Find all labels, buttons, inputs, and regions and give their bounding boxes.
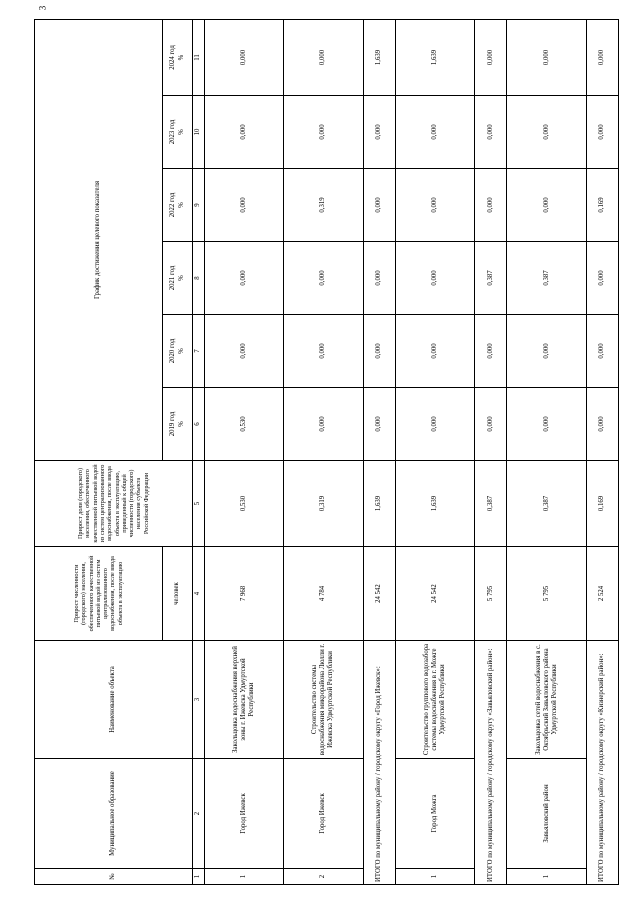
year-value-cell: 0,000 — [205, 19, 284, 95]
column-number: 2 — [193, 759, 205, 869]
header-growth-share: Прирост доли (городского) населения, обеспеченного качественной питьевой водой из систем централизованного водоснабжения, после ввода объекта в эксплуатацию, приведенный к общей численности (городского) населения субъекта Российской Федерации — [35, 461, 193, 547]
header-year: 2019 год % — [163, 388, 193, 461]
column-number: 4 — [193, 547, 205, 641]
year-value-cell: 0,000 — [205, 242, 284, 315]
year-value-cell: 0,000 — [586, 19, 618, 95]
object-name-cell: Строительство группового водозабора системы водоснабжения в г. Можге Удмуртской Республики — [395, 641, 474, 759]
year-value-cell: 0,000 — [507, 388, 586, 461]
table-row — [284, 19, 363, 884]
people-cell: 4 784 — [284, 547, 363, 641]
year-value-cell: 0,000 — [586, 388, 618, 461]
column-number: 3 — [193, 641, 205, 759]
total-row — [586, 19, 618, 884]
object-name-cell: Закольцовка водоснабжения верхней зоны г. Ижевска Удмуртской Республики — [205, 641, 284, 759]
municipality-cell: Завьяловский район — [507, 759, 586, 869]
header-growth-people: Прирост численности (городского) населения, обеспеченного качественной питьевой водой из систем централизованного водоснабжения, после ввода объекта в эксплуатацию — [35, 547, 163, 641]
column-number: 1 — [193, 869, 205, 885]
year-value-cell: 0,530 — [205, 388, 284, 461]
target-indicator-table — [34, 19, 619, 885]
year-value-cell: 0,000 — [475, 388, 507, 461]
year-value-cell: 0,000 — [284, 242, 363, 315]
year-value-cell: 0,000 — [586, 242, 618, 315]
year-value-cell: 0,000 — [363, 169, 395, 242]
year-value-cell: 0,000 — [284, 19, 363, 95]
column-number: 5 — [193, 461, 205, 547]
column-number: 10 — [193, 96, 205, 169]
people-cell: 7 968 — [205, 547, 284, 641]
table-row — [205, 19, 284, 884]
total-label: ИТОГО по муниципальному району / городскому округу «Кизнерский район»: — [586, 641, 618, 885]
year-value-cell: 1,639 — [363, 19, 395, 95]
municipality-cell: Город Можга — [395, 759, 474, 869]
people-cell: 2 524 — [586, 547, 618, 641]
year-value-cell: 0,000 — [586, 96, 618, 169]
year-value-cell: 0,000 — [395, 169, 474, 242]
year-value-cell: 0,000 — [363, 315, 395, 388]
share-cell: 0,387 — [507, 461, 586, 547]
share-cell: 1,639 — [363, 461, 395, 547]
header-municipality: Муниципальное образование — [35, 759, 193, 869]
page-number: 3 — [37, 5, 48, 11]
total-label: ИТОГО по муниципальному району / городскому округу «Завьяловский район»: — [475, 641, 507, 885]
year-value-cell: 0,000 — [475, 315, 507, 388]
year-value-cell: 0,000 — [507, 169, 586, 242]
year-value-cell: 0,000 — [395, 96, 474, 169]
header-year: 2023 год % — [163, 96, 193, 169]
row-number: 1 — [205, 869, 284, 885]
header-year: 2020 год % — [163, 315, 193, 388]
column-number: 8 — [193, 242, 205, 315]
total-label: ИТОГО по муниципальному району / городскому округу «Город Ижевск»: — [363, 641, 395, 885]
header-year: 2024 год % — [163, 19, 193, 95]
year-value-cell: 0,000 — [507, 315, 586, 388]
year-value-cell: 0,000 — [586, 315, 618, 388]
people-cell: 5 795 — [475, 547, 507, 641]
year-value-cell: 0,000 — [205, 315, 284, 388]
column-number: 9 — [193, 169, 205, 242]
year-value-cell: 0,000 — [475, 169, 507, 242]
people-cell: 5 795 — [507, 547, 586, 641]
share-cell: 0,530 — [205, 461, 284, 547]
total-row — [363, 19, 395, 884]
header-unit-people: человек — [163, 547, 193, 641]
municipality-cell: Город Ижевск — [284, 759, 363, 869]
share-cell: 0,169 — [586, 461, 618, 547]
year-value-cell: 1,639 — [395, 19, 474, 95]
header-schedule: График достижения целевого показателя — [35, 19, 163, 460]
header-year: 2022 год % — [163, 169, 193, 242]
year-value-cell: 0,000 — [205, 96, 284, 169]
year-value-cell: 0,387 — [507, 242, 586, 315]
year-value-cell: 0,000 — [363, 388, 395, 461]
total-row — [475, 19, 507, 884]
share-cell: 0,387 — [475, 461, 507, 547]
year-value-cell: 0,000 — [363, 242, 395, 315]
year-value-cell: 0,000 — [395, 242, 474, 315]
people-cell: 24 542 — [395, 547, 474, 641]
year-value-cell: 0,000 — [363, 96, 395, 169]
year-value-cell: 0,000 — [395, 315, 474, 388]
year-value-cell: 0,000 — [507, 96, 586, 169]
header-num: № — [35, 869, 193, 885]
year-value-cell: 0,000 — [284, 388, 363, 461]
people-cell: 24 542 — [363, 547, 395, 641]
municipality-cell: Город Ижевск — [205, 759, 284, 869]
year-value-cell: 0,000 — [284, 96, 363, 169]
table-row — [395, 19, 474, 884]
object-name-cell: Строительство системы водоснабжения микрорайона Люлли г. Ижевска Удмуртской Республики — [284, 641, 363, 759]
share-cell: 0,319 — [284, 461, 363, 547]
row-number: 2 — [284, 869, 363, 885]
column-number: 6 — [193, 388, 205, 461]
year-value-cell: 0,000 — [205, 169, 284, 242]
header-year: 2021 год % — [163, 242, 193, 315]
share-cell: 1,639 — [395, 461, 474, 547]
row-number: 1 — [507, 869, 586, 885]
year-value-cell: 0,000 — [507, 19, 586, 95]
table-row — [507, 19, 586, 884]
header-object-name: Наименование объекта — [35, 641, 193, 759]
document-sheet — [34, 20, 619, 885]
column-number: 7 — [193, 315, 205, 388]
object-name-cell: Закольцовка сетей водоснабжения в с. Октябрьский Завьяловского района Удмуртской Республики — [507, 641, 586, 759]
year-value-cell: 0,000 — [284, 315, 363, 388]
year-value-cell: 0,319 — [284, 169, 363, 242]
year-value-cell: 0,169 — [586, 169, 618, 242]
year-value-cell: 0,000 — [475, 19, 507, 95]
row-number: 1 — [395, 869, 474, 885]
year-value-cell: 0,000 — [475, 96, 507, 169]
year-value-cell: 0,387 — [475, 242, 507, 315]
year-value-cell: 0,000 — [395, 388, 474, 461]
column-number: 11 — [193, 19, 205, 95]
